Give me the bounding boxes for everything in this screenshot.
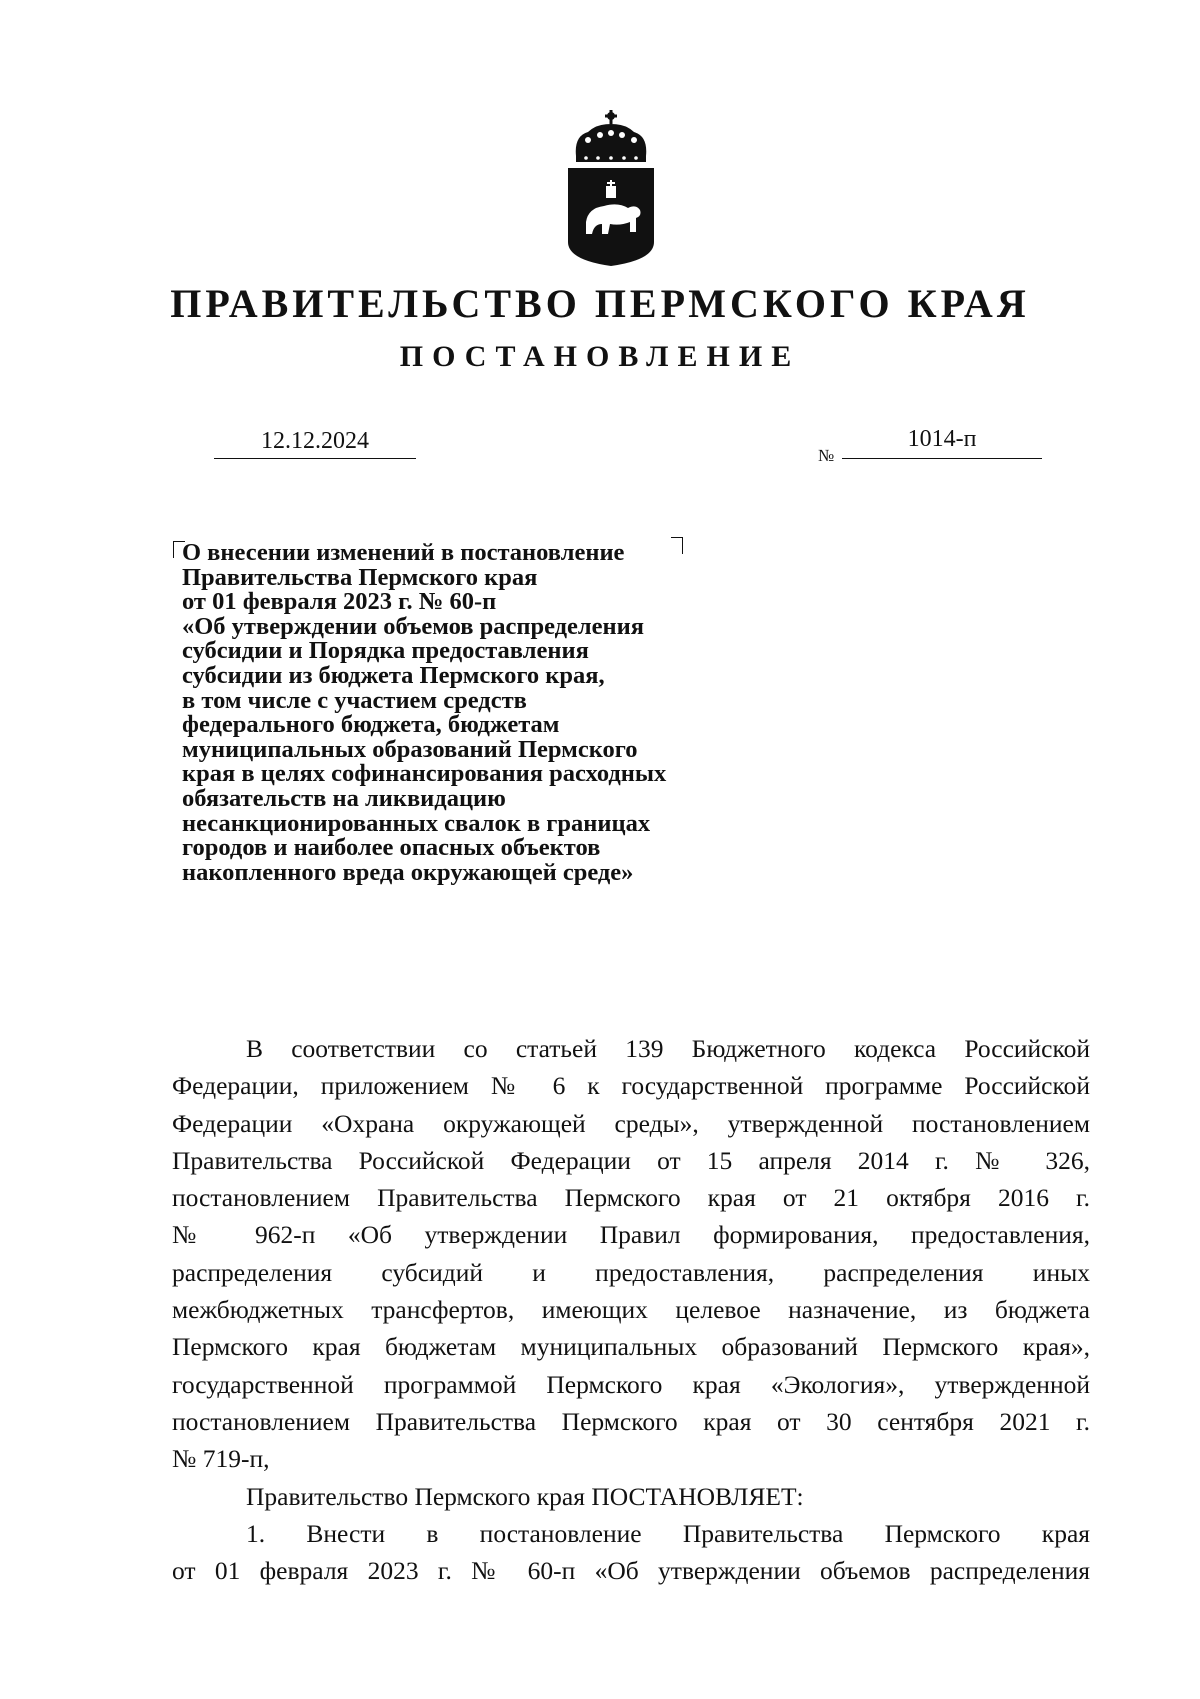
subject-line: края в целях софинансирования расходных bbox=[182, 760, 667, 788]
subject-line: от 01 февраля 2023 г. № 60-п bbox=[182, 588, 497, 616]
subject-line: несанкционированных свалок в границах bbox=[182, 809, 651, 837]
subject-line: субсидии из бюджета Пермского края, bbox=[182, 661, 605, 689]
preamble-line: постановлением Правительства Пермского края от 21 октября 2016 г. bbox=[172, 1183, 1090, 1213]
perm-krai-coat-of-arms-icon bbox=[566, 110, 656, 266]
preamble-line: межбюджетных трансфертов, имеющих целевое назначение, из бюджета bbox=[172, 1295, 1090, 1325]
item-1-line: от 01 февраля 2023 г. № 60-п «Об утверждении объемов распределения bbox=[172, 1556, 1090, 1586]
preamble-line: № 962-п «Об утверждении Правил формирования, предоставления, bbox=[172, 1220, 1090, 1250]
subject-line: обязательств на ликвидацию bbox=[182, 784, 506, 812]
document-date: 12.12.2024 bbox=[214, 428, 416, 459]
document-type-title: ПОСТАНОВЛЕНИЕ bbox=[399, 340, 801, 373]
subject-line: федерального бюджета, бюджетам bbox=[182, 711, 560, 739]
preamble-line: Федерации «Охрана окружающей среды», утвержденной постановлением bbox=[172, 1108, 1090, 1138]
preamble-line: Пермского края бюджетам муниципальных образований Пермского края», bbox=[172, 1332, 1090, 1362]
subject-line: субсидии и Порядка предоставления bbox=[182, 637, 589, 665]
item-1-line: 1. Внести в постановление Правительства Пермского края bbox=[246, 1518, 1090, 1548]
subject-line: «Об утверждении объемов распределения bbox=[182, 612, 645, 640]
document-body bbox=[172, 1030, 1090, 1589]
organization-title: ПРАВИТЕЛЬСТВО ПЕРМСКОГО КРАЯ bbox=[170, 281, 1030, 326]
preamble-line: государственной программой Пермского края «Экология», утвержденной bbox=[172, 1369, 1090, 1399]
document-subject bbox=[182, 541, 782, 885]
preamble-line: Правительства Российской Федерации от 15 апреля 2014 г. № 326, bbox=[172, 1145, 1090, 1175]
subject-line: накопленного вреда окружающей среде» bbox=[182, 858, 634, 886]
document-number: 1014-п bbox=[842, 426, 1042, 459]
preamble-line: постановлением Правительства Пермского края от 30 сентября 2021 г. bbox=[172, 1406, 1090, 1436]
subject-line: городов и наиболее опасных объектов bbox=[182, 834, 601, 862]
subject-line: О внесении изменений в постановление bbox=[182, 539, 625, 566]
resolves-statement: Правительство Пермского края ПОСТАНОВЛЯЕТ: bbox=[246, 1481, 804, 1511]
preamble-line: В соответствии со статьей 139 Бюджетного кодекса Российской bbox=[246, 1034, 1090, 1063]
subject-line: в том числе с участием средств bbox=[182, 686, 527, 714]
preamble-line: Федерации, приложением № 6 к государственной программе Российской bbox=[172, 1071, 1090, 1101]
number-sign: № bbox=[818, 446, 835, 465]
subject-line: муниципальных образований Пермского bbox=[182, 735, 638, 763]
preamble-line-last: № 719-п, bbox=[172, 1444, 270, 1474]
preamble-line: распределения субсидий и предоставления, распределения иных bbox=[172, 1257, 1090, 1287]
subject-line: Правительства Пермского края bbox=[182, 563, 538, 591]
